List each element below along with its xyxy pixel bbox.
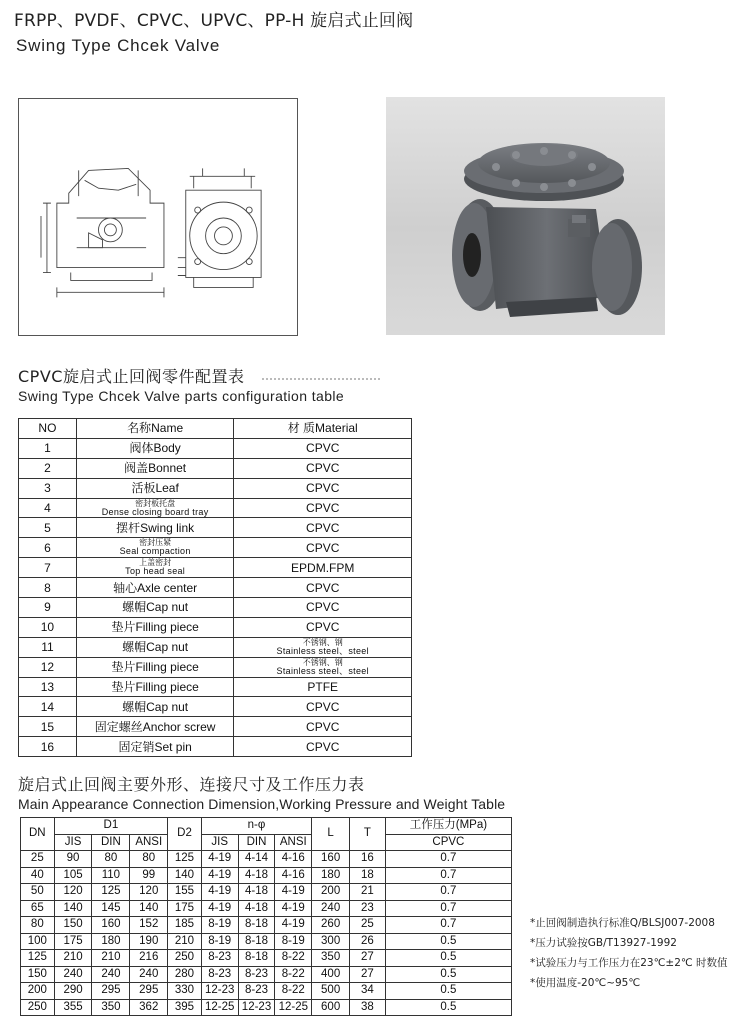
column-header: n-φ — [201, 818, 311, 835]
part-name: 螺帽Cap nut — [76, 697, 234, 717]
part-name-cn: 密封板托盘 — [135, 498, 176, 508]
column-header: ANSI — [275, 834, 312, 851]
table-cell: 0.5 — [385, 966, 511, 983]
part-material: PTFE — [234, 677, 412, 697]
table-cell: 40 — [21, 867, 55, 884]
technical-drawing — [18, 98, 298, 336]
part-number: 4 — [19, 498, 77, 518]
part-name — [76, 498, 234, 518]
column-header: L — [312, 818, 350, 851]
table-cell: 350 — [92, 999, 130, 1016]
table-cell: 21 — [350, 884, 386, 901]
part-name: 垫片Filling piece — [76, 657, 234, 677]
table-cell: 0.7 — [385, 851, 511, 868]
part-number: 5 — [19, 518, 77, 538]
table-cell: 4-18 — [238, 900, 275, 917]
table-cell: 8-19 — [201, 933, 238, 950]
table-cell: 210 — [168, 933, 202, 950]
table-cell: 140 — [168, 867, 202, 884]
table-cell: 105 — [54, 867, 92, 884]
table-cell: 4-16 — [275, 851, 312, 868]
table-cell: 50 — [21, 884, 55, 901]
table-cell: 8-18 — [238, 917, 275, 934]
column-header: 材 质Material — [234, 419, 412, 439]
table-cell: 395 — [168, 999, 202, 1016]
table-cell: 12-25 — [201, 999, 238, 1016]
table-row — [21, 999, 512, 1016]
part-name: 阀盖Bonnet — [76, 458, 234, 478]
column-header: D2 — [168, 818, 202, 851]
table-cell: 190 — [130, 933, 168, 950]
table-cell: 99 — [130, 867, 168, 884]
table-cell: 8-22 — [275, 983, 312, 1000]
table-header-row — [19, 419, 412, 439]
note-item: *止回阀制造执行标准Q/BLSJ007-2008 — [530, 917, 715, 929]
table-cell: 100 — [21, 933, 55, 950]
table-header-row — [21, 834, 512, 851]
section-divider — [262, 378, 380, 380]
part-number: 12 — [19, 657, 77, 677]
part-number: 2 — [19, 458, 77, 478]
table-row — [19, 518, 412, 538]
table-row — [21, 983, 512, 1000]
column-header: DN — [21, 818, 55, 851]
part-name: 阀体Body — [76, 438, 234, 458]
table-cell: 210 — [54, 950, 92, 967]
table-cell: 280 — [168, 966, 202, 983]
table-cell: 18 — [350, 867, 386, 884]
technical-drawing-illustration — [19, 99, 297, 335]
column-header: DIN — [92, 834, 130, 851]
part-name: 垫片Filling piece — [76, 617, 234, 637]
table-cell: 240 — [312, 900, 350, 917]
table-row — [19, 498, 412, 518]
part-material-cn: 不锈钢、钢 — [302, 657, 343, 667]
table-cell: 8-18 — [238, 933, 275, 950]
table-cell: 12-23 — [201, 983, 238, 1000]
table-cell: 240 — [92, 966, 130, 983]
table-cell: 4-14 — [238, 851, 275, 868]
part-number: 9 — [19, 598, 77, 618]
column-header: T — [350, 818, 386, 851]
table-cell: 260 — [312, 917, 350, 934]
note-item: *使用温度-20℃~95℃ — [530, 977, 641, 989]
table-cell: 8-23 — [201, 966, 238, 983]
table-cell: 145 — [92, 900, 130, 917]
part-number: 16 — [19, 737, 77, 757]
table-cell: 175 — [168, 900, 202, 917]
part-material-en: Stainless steel、steel — [276, 665, 369, 676]
table-cell: 8-18 — [238, 950, 275, 967]
column-header: 工作压力(MPa) — [385, 818, 511, 835]
table-cell: 355 — [54, 999, 92, 1016]
part-number: 7 — [19, 558, 77, 578]
part-number: 3 — [19, 478, 77, 498]
table-cell: 4-19 — [275, 917, 312, 934]
column-header: NO — [19, 419, 77, 439]
table-cell: 150 — [54, 917, 92, 934]
part-name: 螺帽Cap nut — [76, 598, 234, 618]
part-material — [234, 637, 412, 657]
table-cell: 120 — [130, 884, 168, 901]
table-cell: 330 — [168, 983, 202, 1000]
table-cell: 23 — [350, 900, 386, 917]
page-title-cn: FRPP、PVDF、CPVC、UPVC、PP-H 旋启式止回阀 — [14, 11, 414, 31]
table-cell: 4-19 — [201, 867, 238, 884]
table-cell: 8-22 — [275, 950, 312, 967]
table-cell: 210 — [92, 950, 130, 967]
part-material: CPVC — [234, 737, 412, 757]
table-cell: 125 — [21, 950, 55, 967]
note-item: *压力试验按GB/T13927-1992 — [530, 937, 677, 949]
part-name-two-line — [77, 559, 234, 576]
part-number: 6 — [19, 538, 77, 558]
part-name — [76, 538, 234, 558]
part-material: CPVC — [234, 538, 412, 558]
part-material: EPDM.FPM — [234, 558, 412, 578]
table-cell: 0.5 — [385, 933, 511, 950]
table-cell: 160 — [312, 851, 350, 868]
table-cell: 125 — [168, 851, 202, 868]
part-material-two-line — [234, 659, 411, 676]
page-title-en: Swing Type Chcek Valve — [16, 36, 221, 55]
table-cell: 12-23 — [238, 999, 275, 1016]
table-cell: 250 — [168, 950, 202, 967]
table-cell: 0.7 — [385, 884, 511, 901]
part-name: 固定螺丝Anchor screw — [76, 717, 234, 737]
parts-title-en: Swing Type Chcek Valve parts configuration table — [18, 388, 345, 404]
part-material: CPVC — [234, 578, 412, 598]
part-name-en: Dense closing board tray — [101, 506, 209, 517]
part-material: CPVC — [234, 478, 412, 498]
table-row — [21, 884, 512, 901]
notes — [530, 913, 743, 993]
part-name: 垫片Filling piece — [76, 677, 234, 697]
table-cell: 4-19 — [275, 900, 312, 917]
dims-title-cn: 旋启式止回阀主要外形、连接尺寸及工作压力表 — [18, 775, 365, 794]
parts-title-cn: CPVC旋启式止回阀零件配置表 — [18, 367, 245, 386]
column-header: DIN — [238, 834, 275, 851]
dimension-table — [20, 817, 512, 1016]
column-header: JIS — [54, 834, 92, 851]
table-row — [19, 617, 412, 637]
table-cell: 90 — [54, 851, 92, 868]
table-row — [21, 917, 512, 934]
table-cell: 180 — [92, 933, 130, 950]
table-cell: 0.5 — [385, 983, 511, 1000]
table-row — [19, 558, 412, 578]
table-row — [21, 867, 512, 884]
table-cell: 216 — [130, 950, 168, 967]
table-cell: 200 — [21, 983, 55, 1000]
table-row — [21, 851, 512, 868]
dims-title-en: Main Appearance Connection Dimension,Working Pressure and Weight Table — [18, 796, 506, 812]
table-cell: 300 — [312, 933, 350, 950]
table-cell: 250 — [21, 999, 55, 1016]
part-material-two-line — [234, 639, 411, 656]
part-number: 15 — [19, 717, 77, 737]
table-cell: 4-16 — [275, 867, 312, 884]
part-name-en: Top head seal — [125, 566, 186, 577]
table-cell: 150 — [21, 966, 55, 983]
table-cell: 240 — [130, 966, 168, 983]
column-header: D1 — [54, 818, 168, 835]
part-name-en: Seal compaction — [119, 546, 191, 557]
part-material: CPVC — [234, 458, 412, 478]
table-cell: 38 — [350, 999, 386, 1016]
table-cell: 8-19 — [275, 933, 312, 950]
table-cell: 200 — [312, 884, 350, 901]
table-cell: 600 — [312, 999, 350, 1016]
part-material: CPVC — [234, 717, 412, 737]
column-header: 名称Name — [76, 419, 234, 439]
part-name: 摆杆Swing link — [76, 518, 234, 538]
table-cell: 80 — [21, 917, 55, 934]
table-cell: 25 — [350, 917, 386, 934]
table-row — [19, 538, 412, 558]
table-cell: 295 — [130, 983, 168, 1000]
part-number: 11 — [19, 637, 77, 657]
table-cell: 160 — [92, 917, 130, 934]
part-material-cn: 不锈钢、钢 — [302, 637, 343, 647]
table-cell: 185 — [168, 917, 202, 934]
table-cell: 290 — [54, 983, 92, 1000]
table-cell: 110 — [92, 867, 130, 884]
valve-photo-illustration — [386, 97, 665, 335]
table-row — [19, 458, 412, 478]
table-cell: 175 — [54, 933, 92, 950]
table-row — [19, 657, 412, 677]
table-cell: 16 — [350, 851, 386, 868]
part-number: 1 — [19, 438, 77, 458]
table-row — [19, 598, 412, 618]
table-cell: 8-23 — [238, 966, 275, 983]
part-material: CPVC — [234, 697, 412, 717]
table-cell: 125 — [92, 884, 130, 901]
table-cell: 500 — [312, 983, 350, 1000]
valve-photo — [386, 97, 665, 335]
column-header: JIS — [201, 834, 238, 851]
table-row — [19, 737, 412, 757]
part-name-two-line — [77, 500, 234, 517]
part-number: 8 — [19, 578, 77, 598]
table-cell: 180 — [312, 867, 350, 884]
table-cell: 0.7 — [385, 867, 511, 884]
table-row — [19, 438, 412, 458]
table-cell: 12-25 — [275, 999, 312, 1016]
part-name-cn: 密封压紧 — [139, 538, 172, 548]
table-cell: 0.7 — [385, 917, 511, 934]
table-cell: 400 — [312, 966, 350, 983]
table-cell: 0.5 — [385, 999, 511, 1016]
table-cell: 240 — [54, 966, 92, 983]
table-cell: 140 — [130, 900, 168, 917]
table-cell: 4-19 — [201, 851, 238, 868]
table-cell: 4-19 — [201, 884, 238, 901]
part-number: 14 — [19, 697, 77, 717]
part-material — [234, 657, 412, 677]
table-cell: 80 — [130, 851, 168, 868]
note-item: *试验压力与工作压力在23℃±2℃ 时数值 — [530, 957, 728, 969]
part-material: CPVC — [234, 617, 412, 637]
column-header: CPVC — [385, 834, 511, 851]
part-material: CPVC — [234, 518, 412, 538]
table-cell: 0.7 — [385, 900, 511, 917]
table-cell: 4-18 — [238, 884, 275, 901]
table-cell: 8-22 — [275, 966, 312, 983]
table-cell: 120 — [54, 884, 92, 901]
table-cell: 4-19 — [201, 900, 238, 917]
part-name: 轴心Axle center — [76, 578, 234, 598]
table-cell: 152 — [130, 917, 168, 934]
table-cell: 27 — [350, 966, 386, 983]
table-cell: 4-18 — [238, 867, 275, 884]
table-cell: 25 — [21, 851, 55, 868]
part-name — [76, 558, 234, 578]
table-cell: 34 — [350, 983, 386, 1000]
table-row — [19, 578, 412, 598]
table-row — [19, 637, 412, 657]
table-cell: 155 — [168, 884, 202, 901]
column-header: ANSI — [130, 834, 168, 851]
part-material: CPVC — [234, 598, 412, 618]
table-row — [21, 933, 512, 950]
table-cell: 8-23 — [238, 983, 275, 1000]
part-number: 13 — [19, 677, 77, 697]
table-cell: 140 — [54, 900, 92, 917]
table-row — [21, 966, 512, 983]
table-row — [19, 697, 412, 717]
part-name: 固定销Set pin — [76, 737, 234, 757]
table-cell: 8-23 — [201, 950, 238, 967]
table-row — [21, 900, 512, 917]
part-material-en: Stainless steel、steel — [276, 645, 369, 656]
table-row — [19, 677, 412, 697]
table-row — [21, 950, 512, 967]
table-cell: 8-19 — [201, 917, 238, 934]
table-header-row — [21, 818, 512, 835]
table-cell: 27 — [350, 950, 386, 967]
part-number: 10 — [19, 617, 77, 637]
table-cell: 0.5 — [385, 950, 511, 967]
part-name-cn: 上盖密封 — [139, 558, 172, 568]
part-name-two-line — [77, 539, 234, 556]
table-cell: 350 — [312, 950, 350, 967]
part-name: 螺帽Cap nut — [76, 637, 234, 657]
table-cell: 295 — [92, 983, 130, 1000]
table-cell: 80 — [92, 851, 130, 868]
table-cell: 26 — [350, 933, 386, 950]
table-cell: 362 — [130, 999, 168, 1016]
table-row — [19, 478, 412, 498]
part-material: CPVC — [234, 498, 412, 518]
part-material: CPVC — [234, 438, 412, 458]
table-row — [19, 717, 412, 737]
table-cell: 4-19 — [275, 884, 312, 901]
part-name: 活板Leaf — [76, 478, 234, 498]
table-cell: 65 — [21, 900, 55, 917]
parts-table — [18, 418, 412, 757]
